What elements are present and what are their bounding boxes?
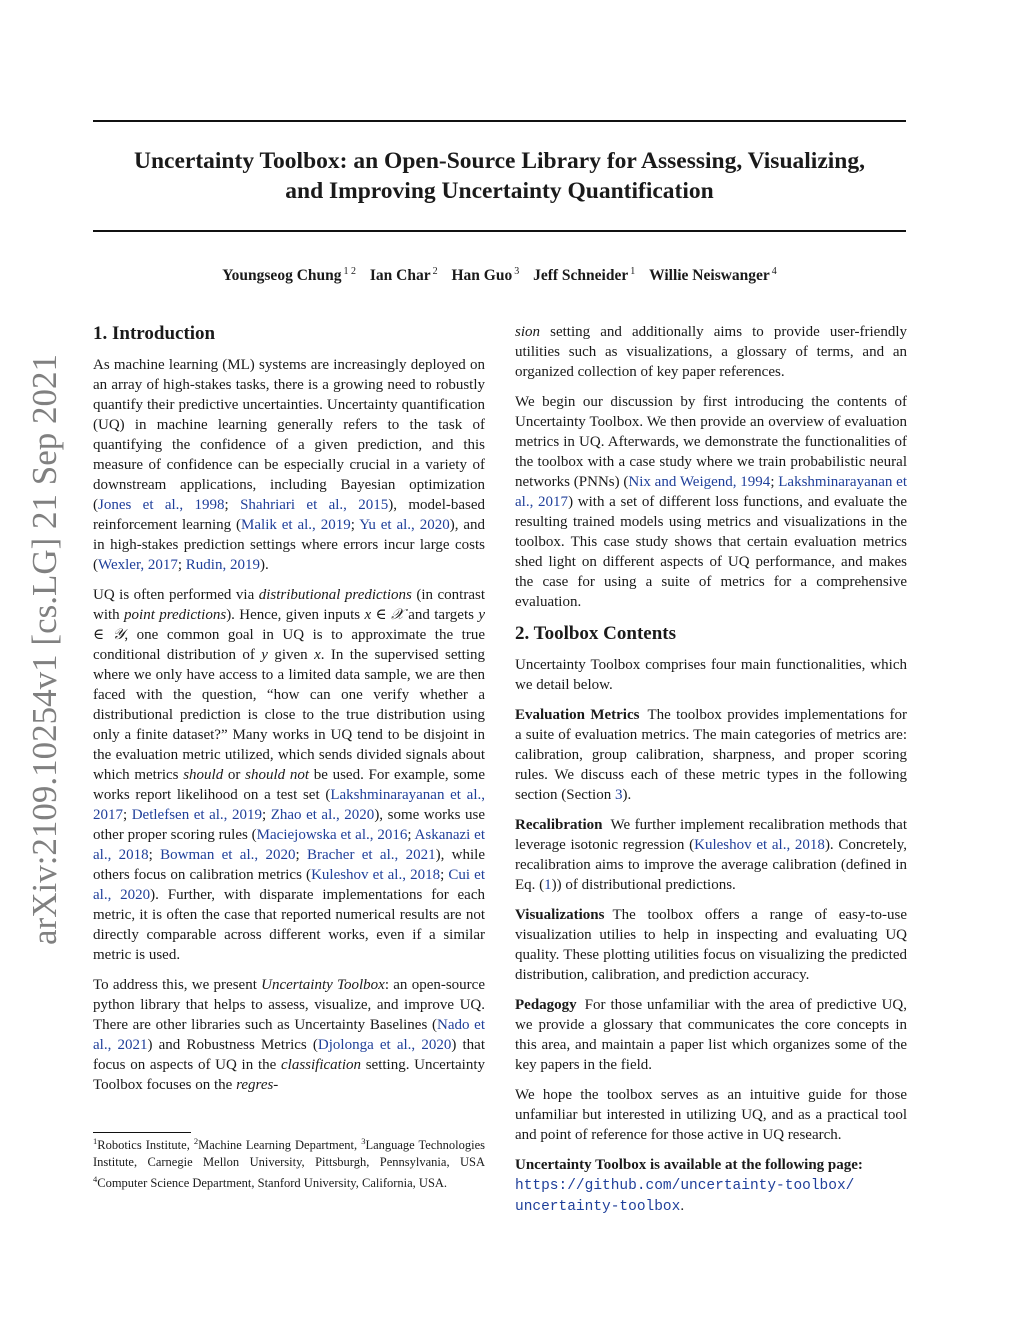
text: ; <box>224 497 241 513</box>
citation-link[interactable]: Rudin, 2019 <box>185 557 260 573</box>
author <box>533 267 635 284</box>
affiliations-footnote <box>93 1133 485 1192</box>
footnote-mark: 1 <box>93 1136 98 1146</box>
footnote-mark: 2 <box>193 1136 199 1146</box>
text: ; <box>440 867 449 883</box>
emphasis: should <box>183 767 224 783</box>
text: The toolbox offers a range of easy-to-use visualization utilies to help in inspecting and evaluating UQ quality. These plotting utilities focus on visualizing the predicted distribution, calibration, and prediction accuracy. <box>515 907 907 983</box>
equation-link[interactable]: 1 <box>544 877 552 893</box>
github-url-link[interactable]: https://github.com/uncertainty-toolbox/ <box>515 1178 855 1194</box>
author-affiliation: 3 <box>514 266 520 277</box>
emphasis: distributional predictions <box>258 587 412 603</box>
math: x ∈ 𝒳 <box>364 607 404 623</box>
evaluation-metrics-paragraph <box>515 705 907 805</box>
text: The toolbox provides implementations for a suite of evaluation metrics. The main categories of metrics are: calibration, group calibration, sharpness, and proper scoring rules. We discuss each of these metric types in the following section (Section <box>515 707 907 803</box>
title-rule-top <box>93 120 906 122</box>
left-column <box>93 322 485 1105</box>
text: To address this, we present <box>93 977 262 993</box>
text: Language Technologies Institute, Carnegie Mellon University, Pittsburgh, Pennsylvania, USA <box>93 1138 485 1170</box>
author-list <box>93 266 906 285</box>
author-affiliation: 4 <box>771 266 777 277</box>
text: be used. For example, some works report likelihood on a test set ( <box>93 767 485 803</box>
author <box>222 267 356 284</box>
right-column <box>515 322 907 1227</box>
emphasis: regres- <box>236 1077 279 1093</box>
text: We further implement recalibration methods that leverage isotonic regression ( <box>515 817 907 853</box>
footnote-mark: 3 <box>361 1136 366 1146</box>
toolbox-paragraph-1: Uncertainty Toolbox comprises four main functionalities, which we detail below. <box>515 657 907 693</box>
section-link[interactable]: 3 <box>614 787 623 803</box>
citation-link[interactable]: Shahriari et al., 2015 <box>240 497 389 513</box>
citation-link[interactable]: Bowman et al., 2020 <box>160 847 296 863</box>
text: ). <box>622 787 632 803</box>
citation-link[interactable]: Djolonga et al., 2020 <box>317 1037 452 1053</box>
emphasis: point predictions <box>124 607 227 623</box>
section-heading-introduction: 1. Introduction <box>93 323 216 344</box>
citation-link[interactable]: Bracher et al., 2021 <box>306 847 436 863</box>
citation-link[interactable]: Maciejowska et al., 2016 <box>256 827 408 843</box>
text: ; <box>350 517 360 533</box>
citation-link[interactable]: Detlefsen et al., 2019 <box>131 807 262 823</box>
citation-link[interactable]: Kuleshov et al., 2018 <box>311 867 441 883</box>
citation-link[interactable]: Askanazi et al., 2018 <box>93 827 486 863</box>
text: ) with a set of different loss functions, and evaluate the resulting trained models using metrics and visualizations in the toolbox. This case study shows that certain evaluation metrics shed light on different aspects of UQ performance, and makes the case for using a suite of metrics for a comprehensive evaluation. <box>515 494 908 610</box>
text: As machine learning (ML) systems are increasingly deployed on an array of high-stakes tasks, there is a growing need to robustly quantify their predictive uncertainties. Uncertainty quantification (UQ) in machine learning generally refers to the task of quantifying the confidence of a given prediction, and this measure of confidence can be especially crucial in a variety of downstream applications, including Bayesian optimization ( <box>93 357 485 513</box>
citation-link[interactable]: Cui et al., 2020 <box>93 867 486 903</box>
text: Computer Science Department, Stanford University, California, USA. <box>97 1176 448 1191</box>
citation-link[interactable]: Lakshminarayanan et al., 2017 <box>93 787 485 823</box>
text: . In the supervised setting where we only have access to a limited data sample, we are then faced with the question, “how can one verify whether a distributional prediction is close to the true distribution using only a finite dataset?” Many works in UQ tend to be disjoint in the evaluation metric utilized, which sends divided signals about which metrics <box>93 647 485 783</box>
run-in-heading: Evaluation Metrics <box>515 707 640 723</box>
author-name: Willie Neiswanger <box>649 267 770 285</box>
intro-paragraph-3 <box>93 975 485 1095</box>
title-line-1: Uncertainty Toolbox: an Open-Source Library for Assessing, Visualizing, <box>134 148 865 174</box>
math: x <box>314 647 321 663</box>
pedagogy-paragraph <box>515 995 907 1075</box>
recalibration-paragraph <box>515 815 907 895</box>
text: setting and additionally aims to provide user-friendly utilities such as visualizations, a glossary of terms, and an organized collection of key paper references. <box>515 324 907 380</box>
citation-link[interactable]: Nix and Weigend, 1994 <box>628 474 771 490</box>
emphasis: classification <box>281 1057 361 1073</box>
github-url-link[interactable]: uncertainty-toolbox <box>515 1199 681 1215</box>
text: For those unfamiliar with the area of predictive UQ, we provide a glossary that communicates the core concepts in this area, and maintain a paper list which organizes some of the key papers in the field. <box>515 997 907 1073</box>
run-in-heading: Recalibration <box>515 817 603 833</box>
citation-link[interactable]: Kuleshov et al., 2018 <box>694 837 825 853</box>
text: ; <box>261 807 271 823</box>
text: ), model-based reinforcement learning ( <box>93 497 486 533</box>
citation-link[interactable]: Yu et al., 2020 <box>359 517 450 533</box>
text: ) and Robustness Metrics ( <box>147 1037 318 1053</box>
text: : an open-source python library that helps to assess, visualize, and improve UQ. There are other libraries such as Uncertainty Baselines ( <box>93 977 485 1033</box>
citation-link[interactable]: Nado et al., 2021 <box>93 1017 485 1053</box>
math: y ∈ 𝒴 <box>93 607 485 643</box>
text: ) that focus on aspects of UQ in the <box>93 1037 485 1073</box>
text: ; <box>177 557 186 573</box>
math: y <box>261 647 268 663</box>
citation-link[interactable]: Malik et al., 2019 <box>241 517 351 533</box>
text: ; <box>407 827 415 843</box>
author-name: Youngseog Chung <box>222 267 342 285</box>
author-name: Jeff Schneider <box>533 267 629 285</box>
intro-paragraph-3-continued <box>515 322 907 382</box>
arxiv-stamp: arXiv:2109.10254v1 [cs.LG] 21 Sep 2021 <box>25 353 64 945</box>
visualizations-paragraph <box>515 905 907 985</box>
text: ; <box>148 847 161 863</box>
emphasis: should not <box>245 767 310 783</box>
citation-link[interactable]: Zhao et al., 2020 <box>270 807 375 823</box>
text: ). <box>259 557 269 573</box>
run-in-heading: Visualizations <box>515 907 605 923</box>
citation-link[interactable]: Wexler, 2017 <box>98 557 178 573</box>
text: setting. Uncertainty Toolbox focuses on the <box>93 1057 485 1093</box>
title-rule-bottom <box>93 230 906 232</box>
text: Machine Learning Department, <box>198 1138 362 1153</box>
author-affiliation: 1 <box>630 266 636 277</box>
author-name: Ian Char <box>369 267 431 285</box>
author <box>370 267 438 284</box>
paper-title <box>93 146 906 206</box>
text: . <box>680 1198 685 1214</box>
emphasis: Uncertainty Toolbox <box>261 977 385 993</box>
text: We begin our discussion by first introducing the contents of Uncertainty Toolbox. We then provide an overview of evaluation metrics in UQ. Afterwards, we demonstrate the functionalities of the toolbox with a case study where we train probabilistic neural networks (PNNs) ( <box>515 394 907 490</box>
author <box>649 267 777 284</box>
text: or <box>223 767 246 783</box>
author-name: Han Guo <box>451 267 513 285</box>
text: )) of distributional predictions. <box>551 877 736 893</box>
author-affiliation: 1 2 <box>343 266 356 277</box>
availability-heading: Uncertainty Toolbox is available at the following page: <box>515 1157 863 1173</box>
text: ). Concretely, recalibration aims to improve the average calibration (defined in Eq. ( <box>515 837 907 893</box>
citation-link[interactable]: Lakshminarayanan et al., 2017 <box>515 474 907 510</box>
section-heading-toolbox-contents: 2. Toolbox Contents <box>515 623 677 644</box>
author <box>451 267 519 284</box>
text: given <box>267 647 315 663</box>
text: ; <box>295 847 307 863</box>
intro-paragraph-2 <box>93 585 485 965</box>
text: ), while others focus on calibration metrics ( <box>93 847 485 883</box>
text: (in contrast with <box>93 587 485 623</box>
text: ; <box>770 474 779 490</box>
author-affiliation: 2 <box>432 266 438 277</box>
citation-link[interactable]: Jones et al., 1998 <box>98 497 225 513</box>
text: ; <box>123 807 132 823</box>
text: ). Hence, given inputs <box>226 607 365 623</box>
text: and targets <box>403 607 479 623</box>
text: , one common goal in UQ is to approximate the true conditional distribution of <box>93 627 485 663</box>
text: ), and in high-stakes prediction settings where errors incur large costs ( <box>93 517 485 573</box>
title-line-2: and Improving Uncertainty Quantification <box>285 178 714 204</box>
intro-paragraph-1 <box>93 355 485 575</box>
text: ). Further, with disparate implementations for each metric, it is often the case that reported numerical results are not directly comparable across different works, even if a similar metric is used. <box>93 887 486 963</box>
closing-paragraph: We hope the toolbox serves as an intuitive guide for those unfamiliar but interested in utilizing UQ, and as a practical tool and point of reference for those active in UQ research. <box>515 1087 907 1143</box>
footnote-mark: 4 <box>93 1174 98 1185</box>
availability-paragraph <box>515 1155 907 1217</box>
intro-paragraph-4 <box>515 392 907 612</box>
emphasis: sion <box>515 324 541 340</box>
text: ), some works use other proper scoring rules ( <box>93 807 486 843</box>
text: UQ is often performed via <box>93 587 259 603</box>
text: Robotics Institute, <box>97 1138 194 1153</box>
run-in-heading: Pedagogy <box>515 997 577 1013</box>
